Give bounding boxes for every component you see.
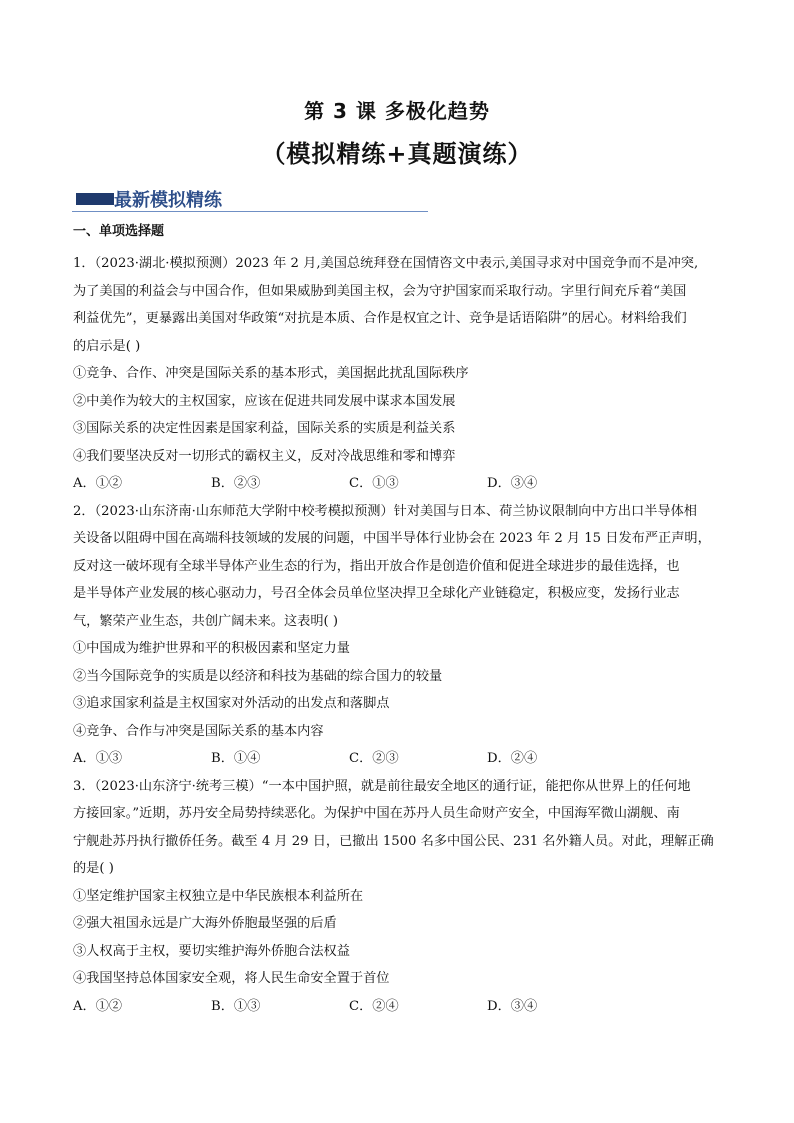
page-subtitle: （模拟精练+真题演练） xyxy=(261,140,533,168)
answer-choice-d[interactable]: D．②④ xyxy=(487,751,538,766)
question-line: 利益优先”，更暴露出美国对华政策“对抗是本质、合作是权宜之计、竞争是话语陷阱”的居心。材料给我们 xyxy=(73,311,687,326)
statement-option: ②当今国际竞争的实质是以经济和科技为基础的综合国力的较量 xyxy=(73,668,443,684)
question-line: 为了美国的利益会与中国合作，但如果威胁到美国主权，会为守护国家而采取行动。字里行间充斥着“美国 xyxy=(73,283,687,299)
statement-option: ④竞争、合作与冲突是国际关系的基本内容 xyxy=(73,723,324,739)
answer-choice-a[interactable]: A．①② xyxy=(73,998,123,1014)
answer-choices xyxy=(73,470,725,498)
statement-option: ④我们要坚决反对一切形式的霸权主义，反对冷战思维和零和博弈 xyxy=(73,448,456,464)
question-3 xyxy=(73,773,725,1021)
answer-choice-d[interactable]: D．③④ xyxy=(487,476,538,491)
question-line: 3．（2023·山东济宁·统考三模）“一本中国护照，就是前往最安全地区的通行证，能把你从世界上的任何地 xyxy=(73,778,691,794)
question-2 xyxy=(73,498,725,773)
question-line: 方接回家。”近期，苏丹安全局势持续恶化。为保护中国在苏丹人员生命财产安全，中国海军微山湖舰、南 xyxy=(73,806,680,821)
answer-choices xyxy=(73,993,725,1021)
question-line: 关设备以阻碍中国在高端科技领域的发展的问题，中国半导体行业协会在 2023 年 2 月 15 日发布严正声明， xyxy=(73,531,711,546)
statement-option: ②强大祖国永远是广大海外侨胞最坚强的后盾 xyxy=(73,916,337,931)
answer-choice-c[interactable]: C．②④ xyxy=(349,998,399,1014)
section-bar-decoration xyxy=(76,193,114,205)
question-line: 的是( ) xyxy=(73,861,114,876)
page-title: 第 3 课 多极化趋势 xyxy=(304,99,490,123)
statement-option: ①坚定维护国家主权独立是中华民族根本利益所在 xyxy=(73,888,364,904)
statement-option: ①中国成为维护世界和平的积极因素和坚定力量 xyxy=(73,641,350,656)
answer-choice-b[interactable]: B．②③ xyxy=(211,476,261,491)
question-line: 1．（2023·湖北·模拟预测）2023 年 2 月,美国总统拜登在国情咨文中表示,美国寻求对中国竞争而不是冲突, xyxy=(73,256,699,271)
statement-option: ③追求国家利益是主权国家对外活动的出发点和落脚点 xyxy=(73,696,390,711)
answer-choice-a[interactable]: A．①② xyxy=(73,476,123,491)
section-header xyxy=(72,186,428,212)
statement-option: ②中美作为较大的主权国家，应该在促进共同发展中谋求本国发展 xyxy=(73,393,456,409)
question-line: 宁舰赴苏丹执行撤侨任务。截至 4 月 29 日，已撤出 1500 名多中国公民、231 名外籍人员。对此，理解正确 xyxy=(73,833,714,849)
question-1 xyxy=(73,250,725,498)
question-line: 气，繁荣产业生态，共创广阔未来。这表明( ) xyxy=(73,613,339,629)
answer-choice-b[interactable]: B．①④ xyxy=(211,751,261,766)
statement-option: ③国际关系的决定性因素是国家利益，国际关系的实质是利益关系 xyxy=(73,421,456,436)
question-content xyxy=(73,222,725,1020)
answer-choice-c[interactable]: C．②③ xyxy=(349,751,399,766)
answer-choice-d[interactable]: D．③④ xyxy=(487,998,538,1014)
answer-choice-b[interactable]: B．①③ xyxy=(211,998,261,1014)
question-line: 的启示是( ) xyxy=(73,338,141,354)
statement-option: ①竞争、合作、冲突是国际关系的基本形式，美国据此扰乱国际秩序 xyxy=(73,366,469,381)
statement-option: ④我国坚持总体国家安全观，将人民生命安全置于首位 xyxy=(73,971,390,986)
question-line: 2．（2023·山东济南·山东师范大学附中校考模拟预测）针对美国与日本、荷兰协议限制向中方出口半导体相 xyxy=(73,503,697,519)
section-underline xyxy=(72,211,428,212)
answer-choices xyxy=(73,745,725,773)
question-line: 是半导体产业发展的核心驱动力，号召全体会员单位坚决捍卫全球化产业链稳定，积极应变，发扬行业志 xyxy=(73,586,680,601)
question-line: 反对这一破坏现有全球半导体产业生态的行为，指出开放合作是创造价值和促进全球进步的最佳选择，也 xyxy=(73,558,680,574)
section-label: 最新模拟精练 xyxy=(114,190,222,211)
part-heading: 一、单项选择题 xyxy=(73,224,165,239)
statement-option: ③人权高于主权，要切实维护海外侨胞合法权益 xyxy=(73,943,350,959)
answer-choice-a[interactable]: A．①③ xyxy=(73,751,123,766)
answer-choice-c[interactable]: C．①③ xyxy=(349,476,399,491)
